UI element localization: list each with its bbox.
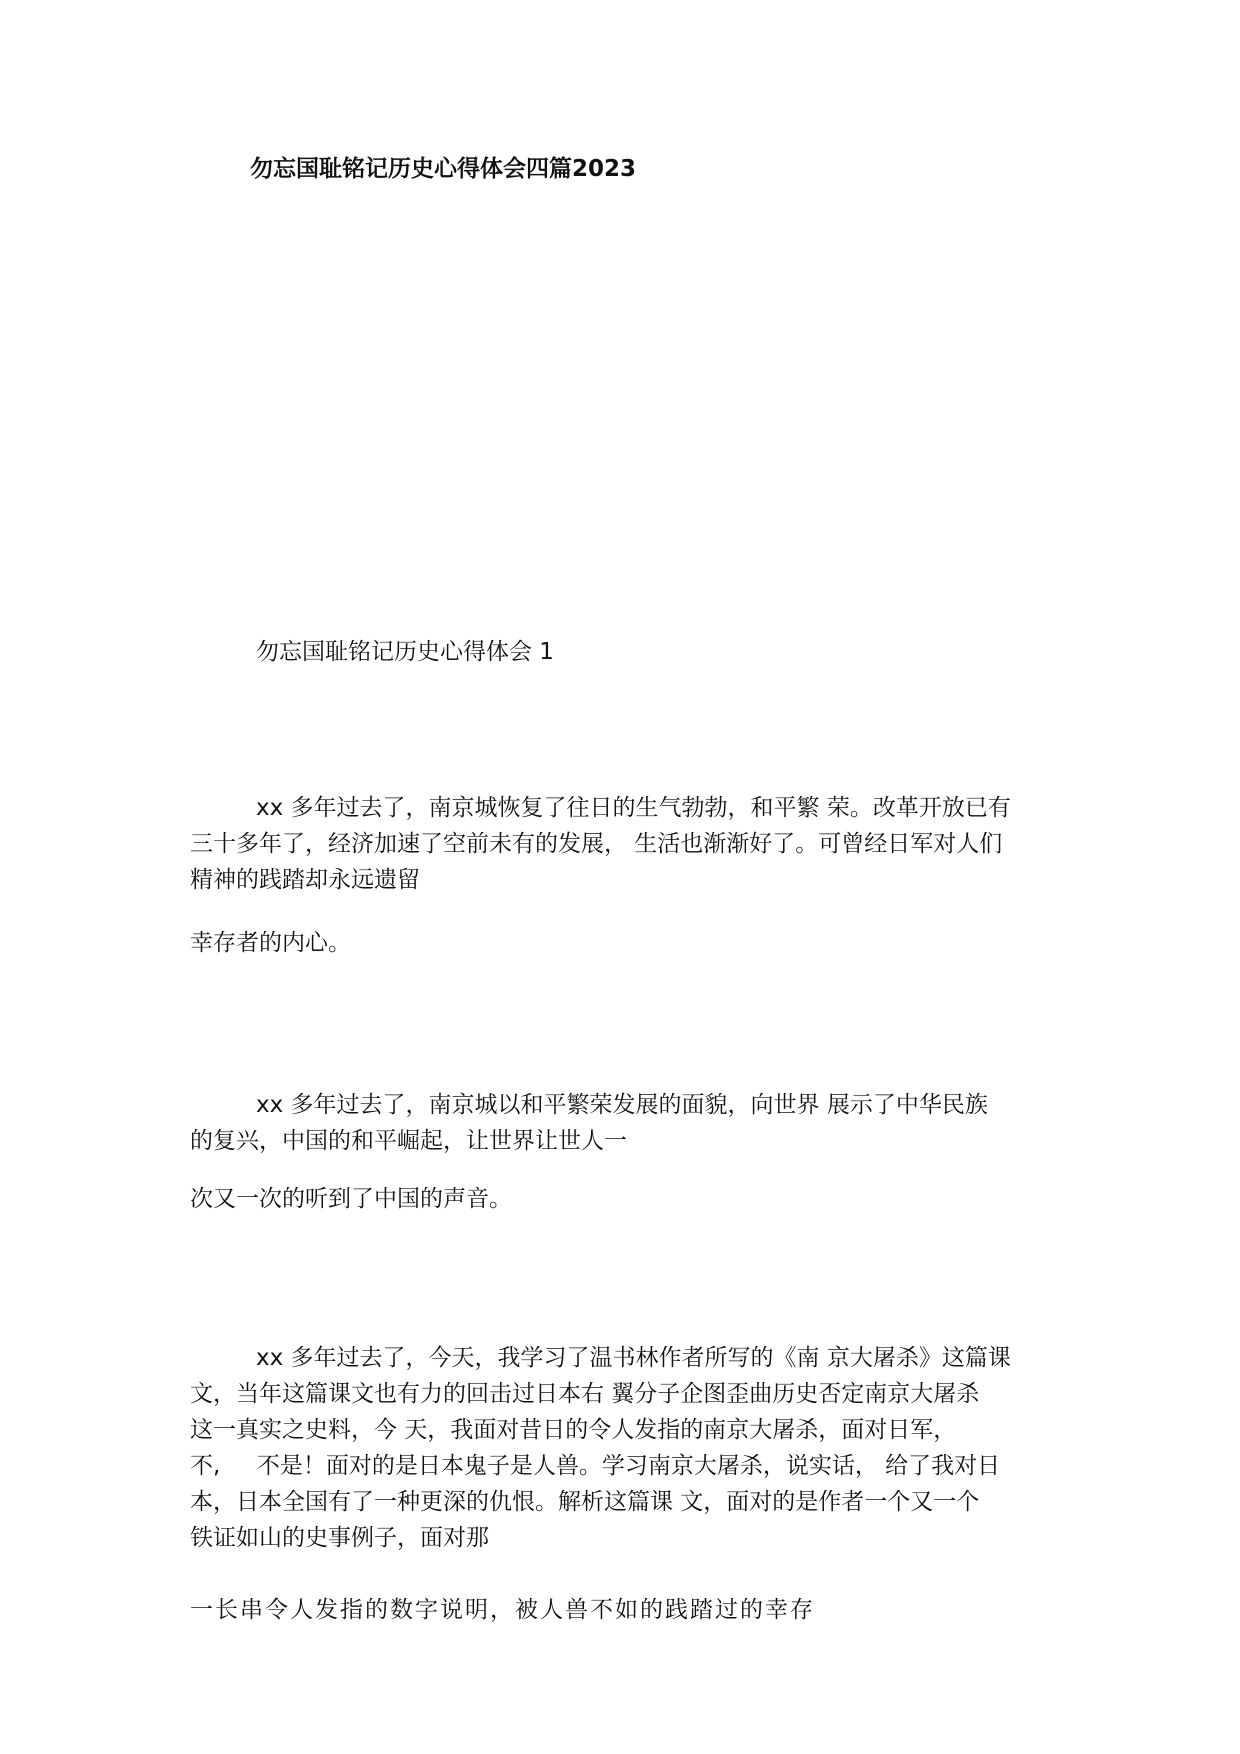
- paragraph-line: 文，当年这篇课文也有力的回击过日本右 翼分子企图歪曲历史否定南京大屠杀: [190, 1381, 980, 1407]
- paragraph-line: 不, 不是！面对的是日本鬼子是人兽。学习南京大屠杀，说实话， 给了我对日: [190, 1453, 1001, 1479]
- paragraph-3: [190, 1340, 1070, 1556]
- paragraph-line: 的复兴，中国的和平崛起，让世界让世人一: [190, 1128, 627, 1154]
- section-heading: 勿忘国耻铭记历史心得体会 1: [256, 639, 554, 665]
- paragraph-2: [190, 1087, 1070, 1159]
- paragraph-line: 三十多年了，经济加速了空前未有的发展， 生活也渐渐好了。可曾经日军对人们: [190, 831, 1003, 857]
- paragraph-line: 精神的践踏却永远遗留: [190, 867, 420, 893]
- paragraph-1-tail: [190, 925, 1070, 961]
- paragraph-line: xx 多年过去了，南京城恢复了往日的生气勃勃，和平繁 荣。改革开放已有: [256, 795, 1011, 821]
- paragraph-line: 幸存者的内心。: [190, 930, 351, 956]
- paragraph-line: 次又一次的听到了中国的声音。: [190, 1186, 512, 1212]
- paragraph-line: 本，日本全国有了一种更深的仇恨。解析这篇课 文，面对的是作者一个又一个: [190, 1489, 980, 1515]
- document-title: 勿忘国耻铭记历史心得体会四篇2023: [250, 156, 637, 182]
- paragraph-line: 铁证如山的史事例子，面对那: [190, 1525, 489, 1551]
- paragraph-line: 一长串令人发指的数字说明，被人兽不如的践踏过的幸存: [190, 1597, 815, 1623]
- paragraph-line: xx 多年过去了，今天，我学习了温书林作者所写的《南 京大屠杀》这篇课: [256, 1345, 1011, 1371]
- paragraph-line: xx 多年过去了，南京城以和平繁荣发展的面貌，向世界 展示了中华民族: [256, 1092, 988, 1118]
- paragraph-2-tail: [190, 1181, 1070, 1217]
- paragraph-line: 这一真实之史料，今 天，我面对昔日的令人发指的南京大屠杀，面对日军，: [190, 1417, 957, 1443]
- paragraph-1: [190, 790, 1070, 898]
- paragraph-3-tail: [190, 1592, 1070, 1628]
